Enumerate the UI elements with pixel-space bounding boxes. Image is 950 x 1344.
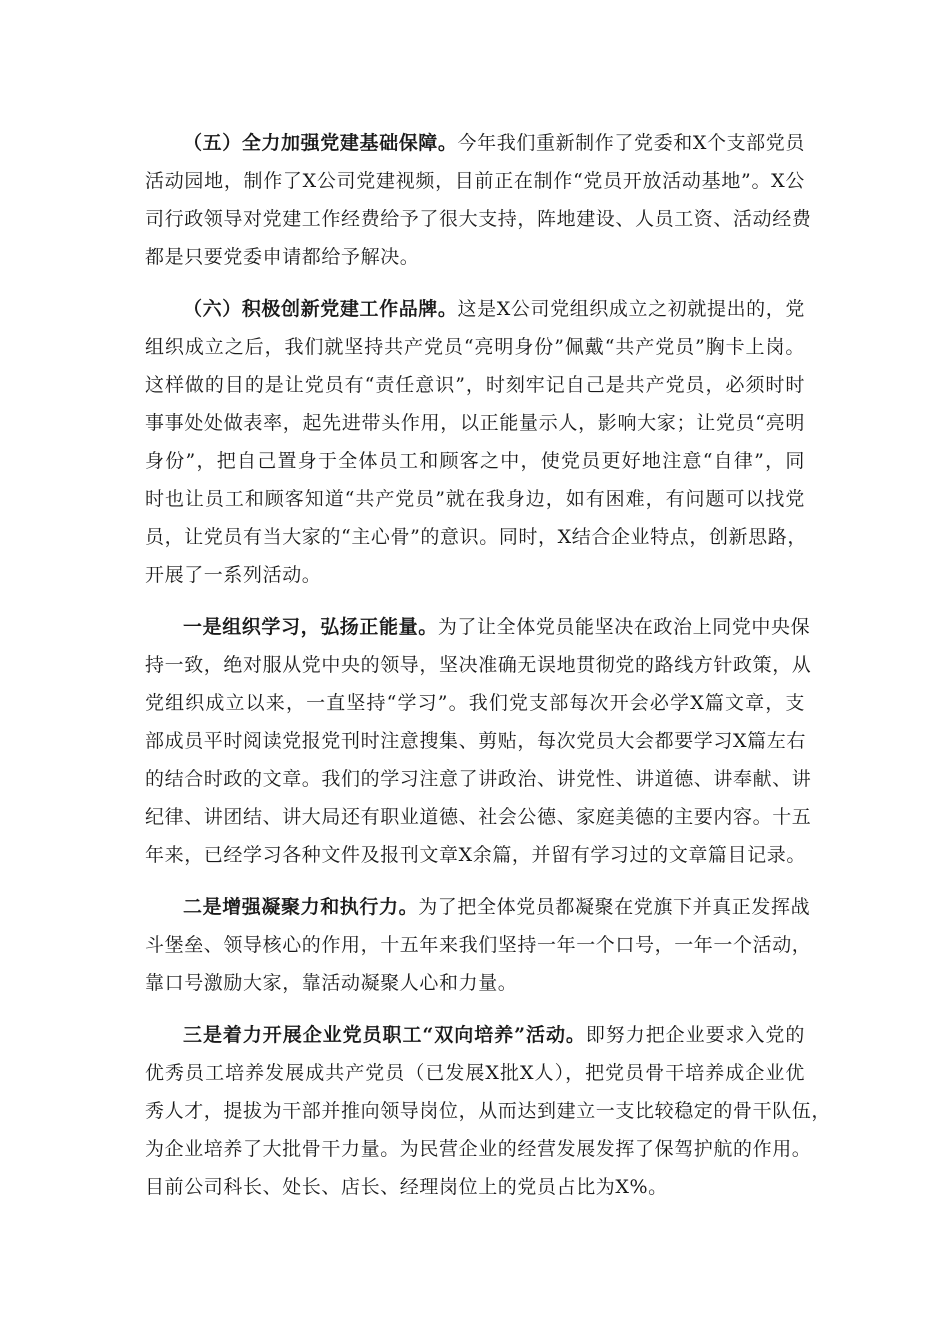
paragraph-line: （五）全力加强党建基础保障。今年我们重新制作了党委和X个支部党员	[183, 132, 806, 154]
paragraph-line: 部成员平时阅读党报党刊时注意搜集、剪贴，每次党员大会都要学习X篇左右	[145, 730, 806, 752]
paragraph-line: 都是只要党委申请都给予解决。	[145, 246, 420, 268]
paragraph-party-building-support	[145, 124, 812, 276]
paragraph-party-brand-innovation	[145, 290, 805, 594]
paragraph-line: 三是着力开展企业党员职工“双向培养”活动。即努力把企业要求入党的	[183, 1024, 805, 1046]
paragraph-line: 靠口号激励大家，靠活动凝聚人心和力量。	[145, 972, 518, 994]
paragraph-line: 斗堡垒、领导核心的作用，十五年来我们坚持一年一个口号，一年一个活动，	[145, 934, 812, 956]
paragraph-line: 开展了一系列活动。	[145, 564, 322, 586]
paragraph-line: 活动园地，制作了X公司党建视频，目前正在制作“党员开放活动基地”。X公	[145, 170, 805, 192]
paragraph-organize-learning	[145, 608, 812, 874]
paragraph-line: 党组织成立以来，一直坚持“学习”。我们党支部每次开会必学X篇文章，支	[145, 692, 805, 714]
paragraph-line: 纪律、讲团结、讲大局还有职业道德、社会公德、家庭美德的主要内容。十五	[145, 806, 812, 828]
paragraph-line: 事事处处做表率，起先进带头作用，以正能量示人，影响大家；让党员“亮明	[145, 412, 805, 434]
section-heading: 一是组织学习，弘扬正能量。	[183, 616, 438, 638]
section-heading: 三是着力开展企业党员职工“双向培养”活动。	[183, 1024, 586, 1046]
paragraph-line: 秀人才，提拔为干部并推向领导岗位，从而达到建立一支比较稳定的骨干队伍，	[145, 1100, 832, 1122]
paragraph-line: 为企业培养了大批骨干力量。为民营企业的经营发展发挥了保驾护航的作用。	[145, 1138, 812, 1160]
paragraph-line: 这样做的目的是让党员有“责任意识”，时刻牢记自己是共产党员，必须时时	[145, 374, 805, 396]
paragraph-line: 时也让员工和顾客知道“共产党员”就在我身边，如有困难，有问题可以找党	[145, 488, 805, 510]
paragraph-line: 目前公司科长、处长、店长、经理岗位上的党员占比为X%。	[145, 1176, 668, 1198]
paragraph-line: 二是增强凝聚力和执行力。为了把全体党员都凝聚在党旗下并真正发挥战	[183, 896, 811, 918]
paragraph-line: （六）积极创新党建工作品牌。这是X公司党组织成立之初就提出的，党	[183, 298, 806, 320]
paragraph-cohesion-execution	[145, 888, 812, 1002]
paragraph-dual-cultivation	[145, 1016, 832, 1206]
paragraph-line: 年来，已经学习各种文件及报刊文章X余篇，并留有学习过的文章篇目记录。	[145, 844, 806, 866]
paragraph-line: 一是组织学习，弘扬正能量。为了让全体党员能坚决在政治上同党中央保	[183, 616, 811, 638]
paragraph-line: 的结合时政的文章。我们的学习注意了讲政治、讲党性、讲道德、讲奉献、讲	[145, 768, 812, 790]
paragraph-line: 司行政领导对党建工作经费给予了很大支持，阵地建设、人员工资、活动经费	[145, 208, 812, 230]
paragraph-line: 身份”，把自己置身于全体员工和顾客之中，使党员更好地注意“自律”，同	[145, 450, 805, 472]
section-heading: （六）积极创新党建工作品牌。	[183, 298, 458, 320]
paragraph-line: 员，让党员有当大家的“主心骨”的意识。同时，X结合企业特点，创新思路，	[145, 526, 807, 548]
section-heading: （五）全力加强党建基础保障。	[183, 132, 458, 154]
section-heading: 二是增强凝聚力和执行力。	[183, 896, 419, 918]
paragraph-line: 优秀员工培养发展成共产党员（已发展X批X人），把党员骨干培养成企业优	[145, 1062, 805, 1084]
paragraph-line: 持一致，绝对服从党中央的领导，坚决准确无误地贯彻党的路线方针政策，从	[145, 654, 812, 676]
paragraph-line: 组织成立之后，我们就坚持共产党员“亮明身份”佩戴“共产党员”胸卡上岗。	[145, 336, 805, 358]
